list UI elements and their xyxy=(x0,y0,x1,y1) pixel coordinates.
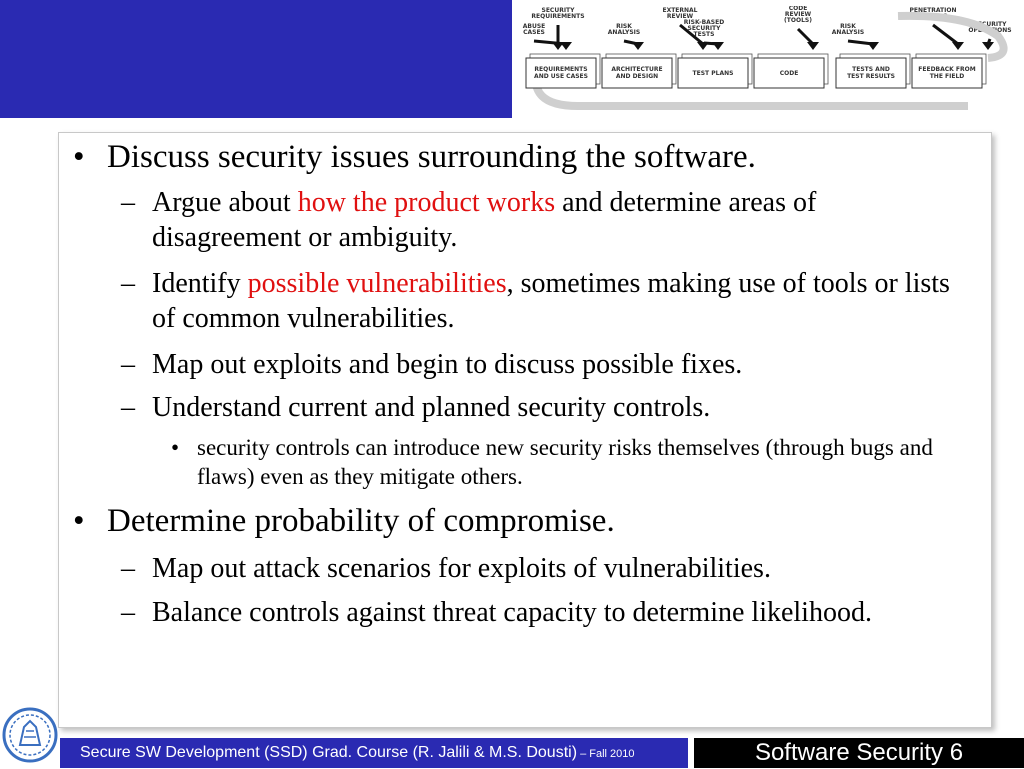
footer-paren: ) xyxy=(571,744,578,761)
diagram-box-label: TESTS AND TEST RESULTS xyxy=(847,66,895,80)
diagram-top-label: ABUSE CASES xyxy=(522,23,546,36)
diagram-arrowhead xyxy=(632,42,644,50)
diagram-boxes xyxy=(526,54,986,88)
sub-bullet-text: Balance controls against threat capacity to determine likelihood. xyxy=(152,597,872,628)
diagram-box-label: FEEDBACK FROM THE FIELD xyxy=(918,66,976,80)
header-blue-block xyxy=(0,0,512,118)
diagram-arrow xyxy=(798,29,813,44)
dash-symbol: – xyxy=(121,597,135,628)
footer-slide-title: Software Security 6 xyxy=(694,738,1024,768)
diagram-top-label: PENETRATION TESTING xyxy=(909,7,957,20)
diagram-top-label: RISK-BASED SECURITY TESTS xyxy=(683,19,725,38)
dash-symbol: – xyxy=(121,268,135,299)
footer-course-bar xyxy=(60,738,688,768)
diagram-box-label: CODE xyxy=(779,70,799,77)
footer-course-text: Secure SW Development (SSD) Grad. Course (R. Jalili & M.S. Dousti xyxy=(80,744,572,761)
security-touchpoints-diagram xyxy=(518,6,1018,118)
dash-symbol: – xyxy=(121,392,135,423)
sub-bullet-text: Map out attack scenarios for exploits of vulnerabilities. xyxy=(152,553,771,584)
bullet-symbol: • xyxy=(73,139,85,175)
sub-bullet-text: Argue about how the product works and determine areas of disagreement or ambiguity. xyxy=(152,187,817,253)
diagram-top-label: RISK ANALYSIS xyxy=(607,23,641,36)
bullet-text: Determine probability of compromise. xyxy=(107,503,615,539)
diagram-arrowhead xyxy=(982,42,994,50)
highlight-possible-vulnerabilities: possible vulnerabilities xyxy=(247,268,507,299)
diagram-arrows xyxy=(534,25,994,50)
sub-bullet-text: Identify possible vulnerabilities, sometimes making use of tools or lists of common vulnerabilities. xyxy=(152,268,950,334)
diagram-arrowhead xyxy=(712,42,724,50)
sub-sub-bullet-text: security controls can introduce new security risks themselves (through bugs and flaws) even as they mitigate others. xyxy=(197,435,933,489)
diagram-arrowhead xyxy=(952,42,964,50)
diagram-arrowhead xyxy=(867,42,879,50)
dash-symbol: – xyxy=(121,553,135,584)
diagram-top-label: CODE REVIEW (TOOLS) xyxy=(784,6,812,24)
diagram-top-label: SECURITY REQUIREMENTS xyxy=(531,7,585,20)
highlight-how-product-works: how the product works xyxy=(297,187,556,218)
footer-term: – Fall 2010 xyxy=(577,748,635,760)
university-logo xyxy=(2,705,58,765)
diagram-arrowhead xyxy=(807,42,819,50)
diagram-top-label: EXTERNAL REVIEW xyxy=(662,7,698,20)
diagram-top-label: RISK ANALYSIS xyxy=(831,23,865,36)
diagram-box-label: ARCHITECTURE AND DESIGN xyxy=(611,66,663,80)
dash-symbol: – xyxy=(121,187,135,218)
diagram-arrow xyxy=(933,25,958,44)
diagram-box-label: REQUIREMENTS AND USE CASES xyxy=(534,66,588,80)
diagram-top-labels xyxy=(523,6,1012,38)
sub-bullet-text: Map out exploits and begin to discuss possible fixes. xyxy=(152,349,743,380)
bullet-symbol: • xyxy=(171,435,180,460)
diagram-arrowhead xyxy=(560,42,572,50)
diagram-top-label: SECURITY OPERATIONS xyxy=(968,21,1012,34)
slide-content xyxy=(58,132,992,728)
bullet-text: Discuss security issues surrounding the software. xyxy=(107,139,756,175)
diagram-box-label: TEST PLANS xyxy=(692,70,734,77)
bullet-symbol: • xyxy=(73,503,85,539)
sub-bullet-text: Understand current and planned security controls. xyxy=(152,392,711,423)
dash-symbol: – xyxy=(121,349,135,380)
